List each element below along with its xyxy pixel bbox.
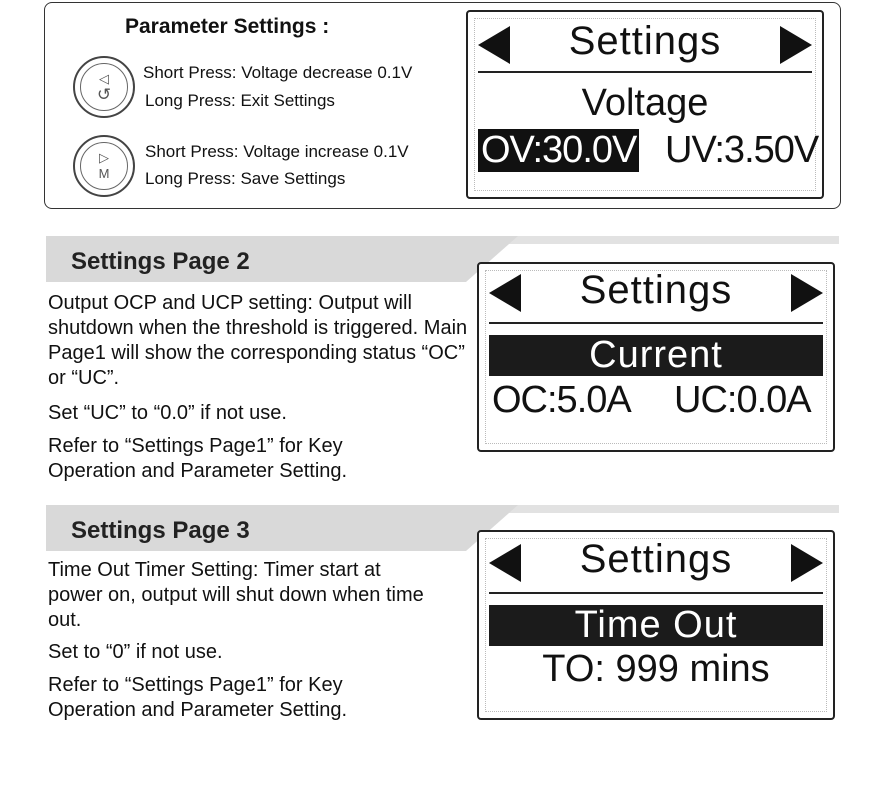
menu-key-button bbox=[73, 135, 135, 197]
screen-band-label: Time Out bbox=[489, 605, 823, 646]
screen-label: Voltage bbox=[581, 82, 709, 124]
screen-heading: Settings bbox=[568, 19, 722, 63]
page2-paragraph-3: Refer to “Settings Page1” for Key Operation and Parameter Setting. bbox=[48, 435, 348, 482]
page3-paragraph-1: Time Out Timer Setting: Timer start at power on, output will shut down when time out. bbox=[48, 559, 424, 631]
left-triangle-icon: ◁ bbox=[99, 71, 109, 86]
back-key-button bbox=[73, 56, 135, 118]
timeout-value: TO: 999 mins bbox=[542, 648, 770, 690]
left-key-short-press-text: Short Press: Voltage decrease 0.1V bbox=[143, 63, 413, 82]
parameter-settings-title: Parameter Settings : bbox=[125, 15, 330, 38]
section-title: Settings Page 3 bbox=[71, 517, 250, 544]
screen-band-label: Current bbox=[489, 335, 823, 376]
left-key-long-press-text: Long Press: Exit Settings bbox=[145, 91, 335, 110]
voltage-settings-screen bbox=[466, 10, 824, 199]
m-letter-icon: M bbox=[98, 166, 110, 181]
screen-divider bbox=[478, 71, 812, 73]
right-triangle-icon: ▷ bbox=[99, 150, 109, 165]
screen-heading: Settings bbox=[579, 268, 733, 312]
page2-paragraph-1: Output OCP and UCP setting: Output will shutdown when the threshold is triggered. Main Page1 will show the corresponding status “OC” or “UC”. bbox=[48, 292, 468, 389]
screen-divider bbox=[489, 322, 823, 324]
return-arrow-icon: ↺ bbox=[96, 85, 112, 104]
uc-value: UC:0.0A bbox=[674, 379, 811, 421]
screen-heading: Settings bbox=[579, 537, 733, 581]
page2-paragraph-2: Set “UC” to “0.0” if not use. bbox=[48, 402, 287, 424]
oc-value: OC:5.0A bbox=[492, 379, 631, 421]
screen-divider bbox=[489, 592, 823, 594]
page3-paragraph-2: Set to “0” if not use. bbox=[48, 641, 223, 663]
right-key-long-press-text: Long Press: Save Settings bbox=[145, 169, 346, 188]
ov-value: OV:30.0V bbox=[478, 129, 639, 172]
page3-paragraph-3: Refer to “Settings Page1” for Key Operation and Parameter Setting. bbox=[48, 674, 348, 721]
current-settings-screen bbox=[477, 262, 835, 452]
parameter-settings-panel bbox=[44, 2, 841, 209]
uv-value: UV:3.50V bbox=[665, 129, 819, 171]
section-title: Settings Page 2 bbox=[71, 248, 250, 275]
right-key-short-press-text: Short Press: Voltage increase 0.1V bbox=[145, 142, 409, 161]
timeout-settings-screen bbox=[477, 530, 835, 720]
